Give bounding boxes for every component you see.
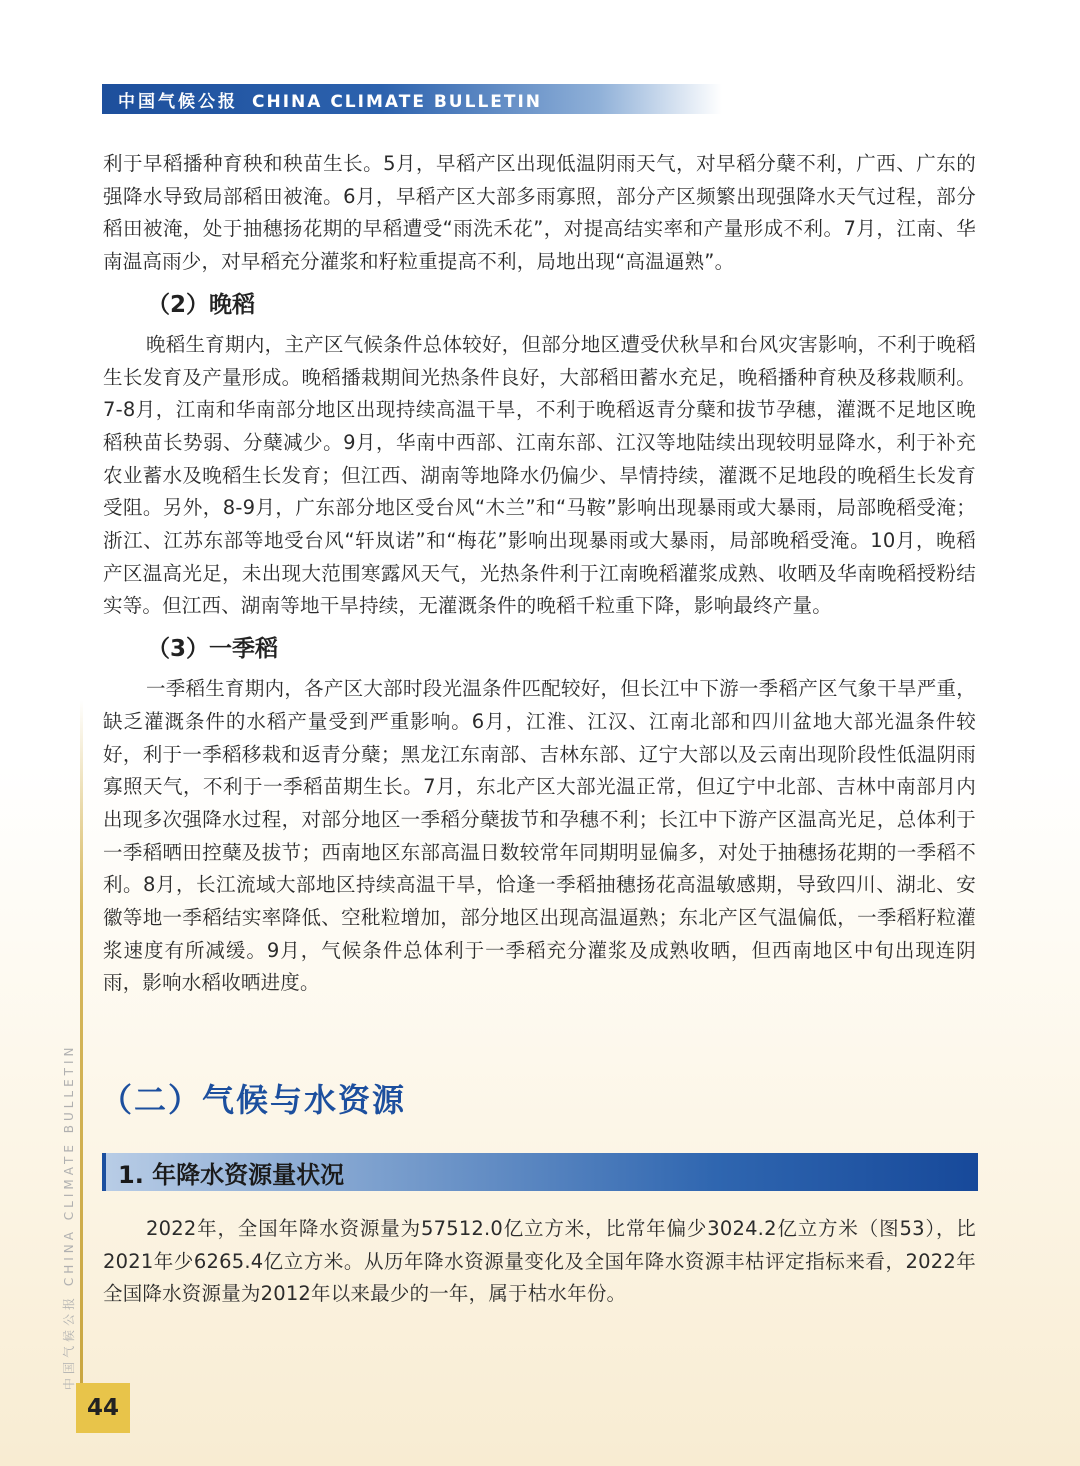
single-rice-paragraph: 一季稻生育期内，各产区大部时段光温条件匹配较好，但长江中下游一季稻产区气象干旱严重，缺乏灌溉条件的水稻产量受到严重影响。6月，江淮、江汉、江南北部和四川盆地大部光温条件较好，利于一季稻移栽和返青分蘖；黑龙江东南部、吉林东部、辽宁大部以及云南出现阶段性低温阴雨寡照天气，不利于一季稻苗期生长。7月，东北产区大部光温正常，但辽宁中北部、吉林中南部月内出现多次强降水过程，对部分地区一季稻分蘖拔节和孕穗不利；长江中下游产区温高光足，总体利于一季稻晒田控蘖及拔节；西南地区东部高温日数较常年同期明显偏多，对处于抽穗扬花期的一季稻不利。8月，长江流域大部地区持续高温干旱，恰逢一季稻抽穗扬花高温敏感期，导致四川、湖北、安徽等地一季稻结实率降低、空秕粒增加，部分地区出现高温逼熟；东北产区气温偏低，一季稻籽粒灌浆速度有所减缓。9月，气候条件总体利于一季稻充分灌浆及成熟收晒，但西南地区中旬出现连阴雨，影响水稻收晒进度。 xyxy=(103,677,976,995)
side-vertical-text: 中国气候公报 CHINA CLIMATE BULLETIN xyxy=(62,1043,76,1390)
section-heading: （二）气候与水资源 xyxy=(100,1081,407,1119)
single-rice-heading: （3）一季稻 xyxy=(147,636,279,663)
main-content xyxy=(103,148,976,1000)
precipitation-content xyxy=(103,1213,976,1311)
header-title-cn: 中国气候公报 xyxy=(118,91,238,112)
early-rice-paragraph: 利于早稻播种育秧和秧苗生长。5月，早稻产区出现低温阴雨天气，对早稻分蘖不利，广西、广东的强降水导致局部稻田被淹。6月，早稻产区大部多雨寡照，部分产区频繁出现强降水天气过程，部分稻田被淹，处于抽穗扬花期的早稻遭受“雨洗禾花”，对提高结实率和产量形成不利。7月，江南、华南温高雨少，对早稻充分灌浆和籽粒重提高不利，局地出现“高温逼熟”。 xyxy=(103,152,976,274)
side-rule xyxy=(80,700,83,1390)
late-rice-heading: （2）晚稻 xyxy=(147,291,256,318)
precipitation-paragraph: 2022年，全国年降水资源量为57512.0亿立方米，比常年偏少3024.2亿立方米（图53），比2021年少6265.4亿立方米。从历年降水资源量变化及全国年降水资源丰枯评定指标来看，2022年全国降水资源量为2012年以来最少的一年，属于枯水年份。 xyxy=(103,1217,976,1306)
late-rice-paragraph: 晚稻生育期内，主产区气候条件总体较好，但部分地区遭受伏秋旱和台风灾害影响，不利于晚稻生长发育及产量形成。晚稻播栽期间光热条件良好，大部稻田蓄水充足，晚稻播种育秧及移栽顺利。7-8月，江南和华南部分地区出现持续高温干旱，不利于晚稻返青分蘖和拔节孕穗，灌溉不足地区晚稻秧苗长势弱、分蘖减少。9月，华南中西部、江南东部、江汉等地陆续出现较明显降水，利于补充农业蓄水及晚稻生长发育；但江西、湖南等地降水仍偏少、旱情持续，灌溉不足地段的晚稻生长发育受阻。另外，8-9月，广东部分地区受台风“木兰”和“马鞍”影响出现暴雨或大暴雨，局部晚稻受淹；浙江、江苏东部等地受台风“轩岚诺”和“梅花”影响出现暴雨或大暴雨，局部晚稻受淹。10月，晚稻产区温高光足，未出现大范围寒露风天气，光热条件利于江南晚稻灌浆成熟、收晒及华南晚稻授粉结实等。但江西、湖南等地干旱持续，无灌溉条件的晚稻千粒重下降，影响最终产量。 xyxy=(103,332,976,618)
topic-title: 1. 年降水资源量状况 xyxy=(118,1160,345,1189)
header-title-en: CHINA CLIMATE BULLETIN xyxy=(252,91,543,112)
header-title xyxy=(102,87,542,112)
header-bar xyxy=(102,84,722,114)
topic-bar xyxy=(102,1153,978,1191)
page-number: 44 xyxy=(76,1383,130,1433)
